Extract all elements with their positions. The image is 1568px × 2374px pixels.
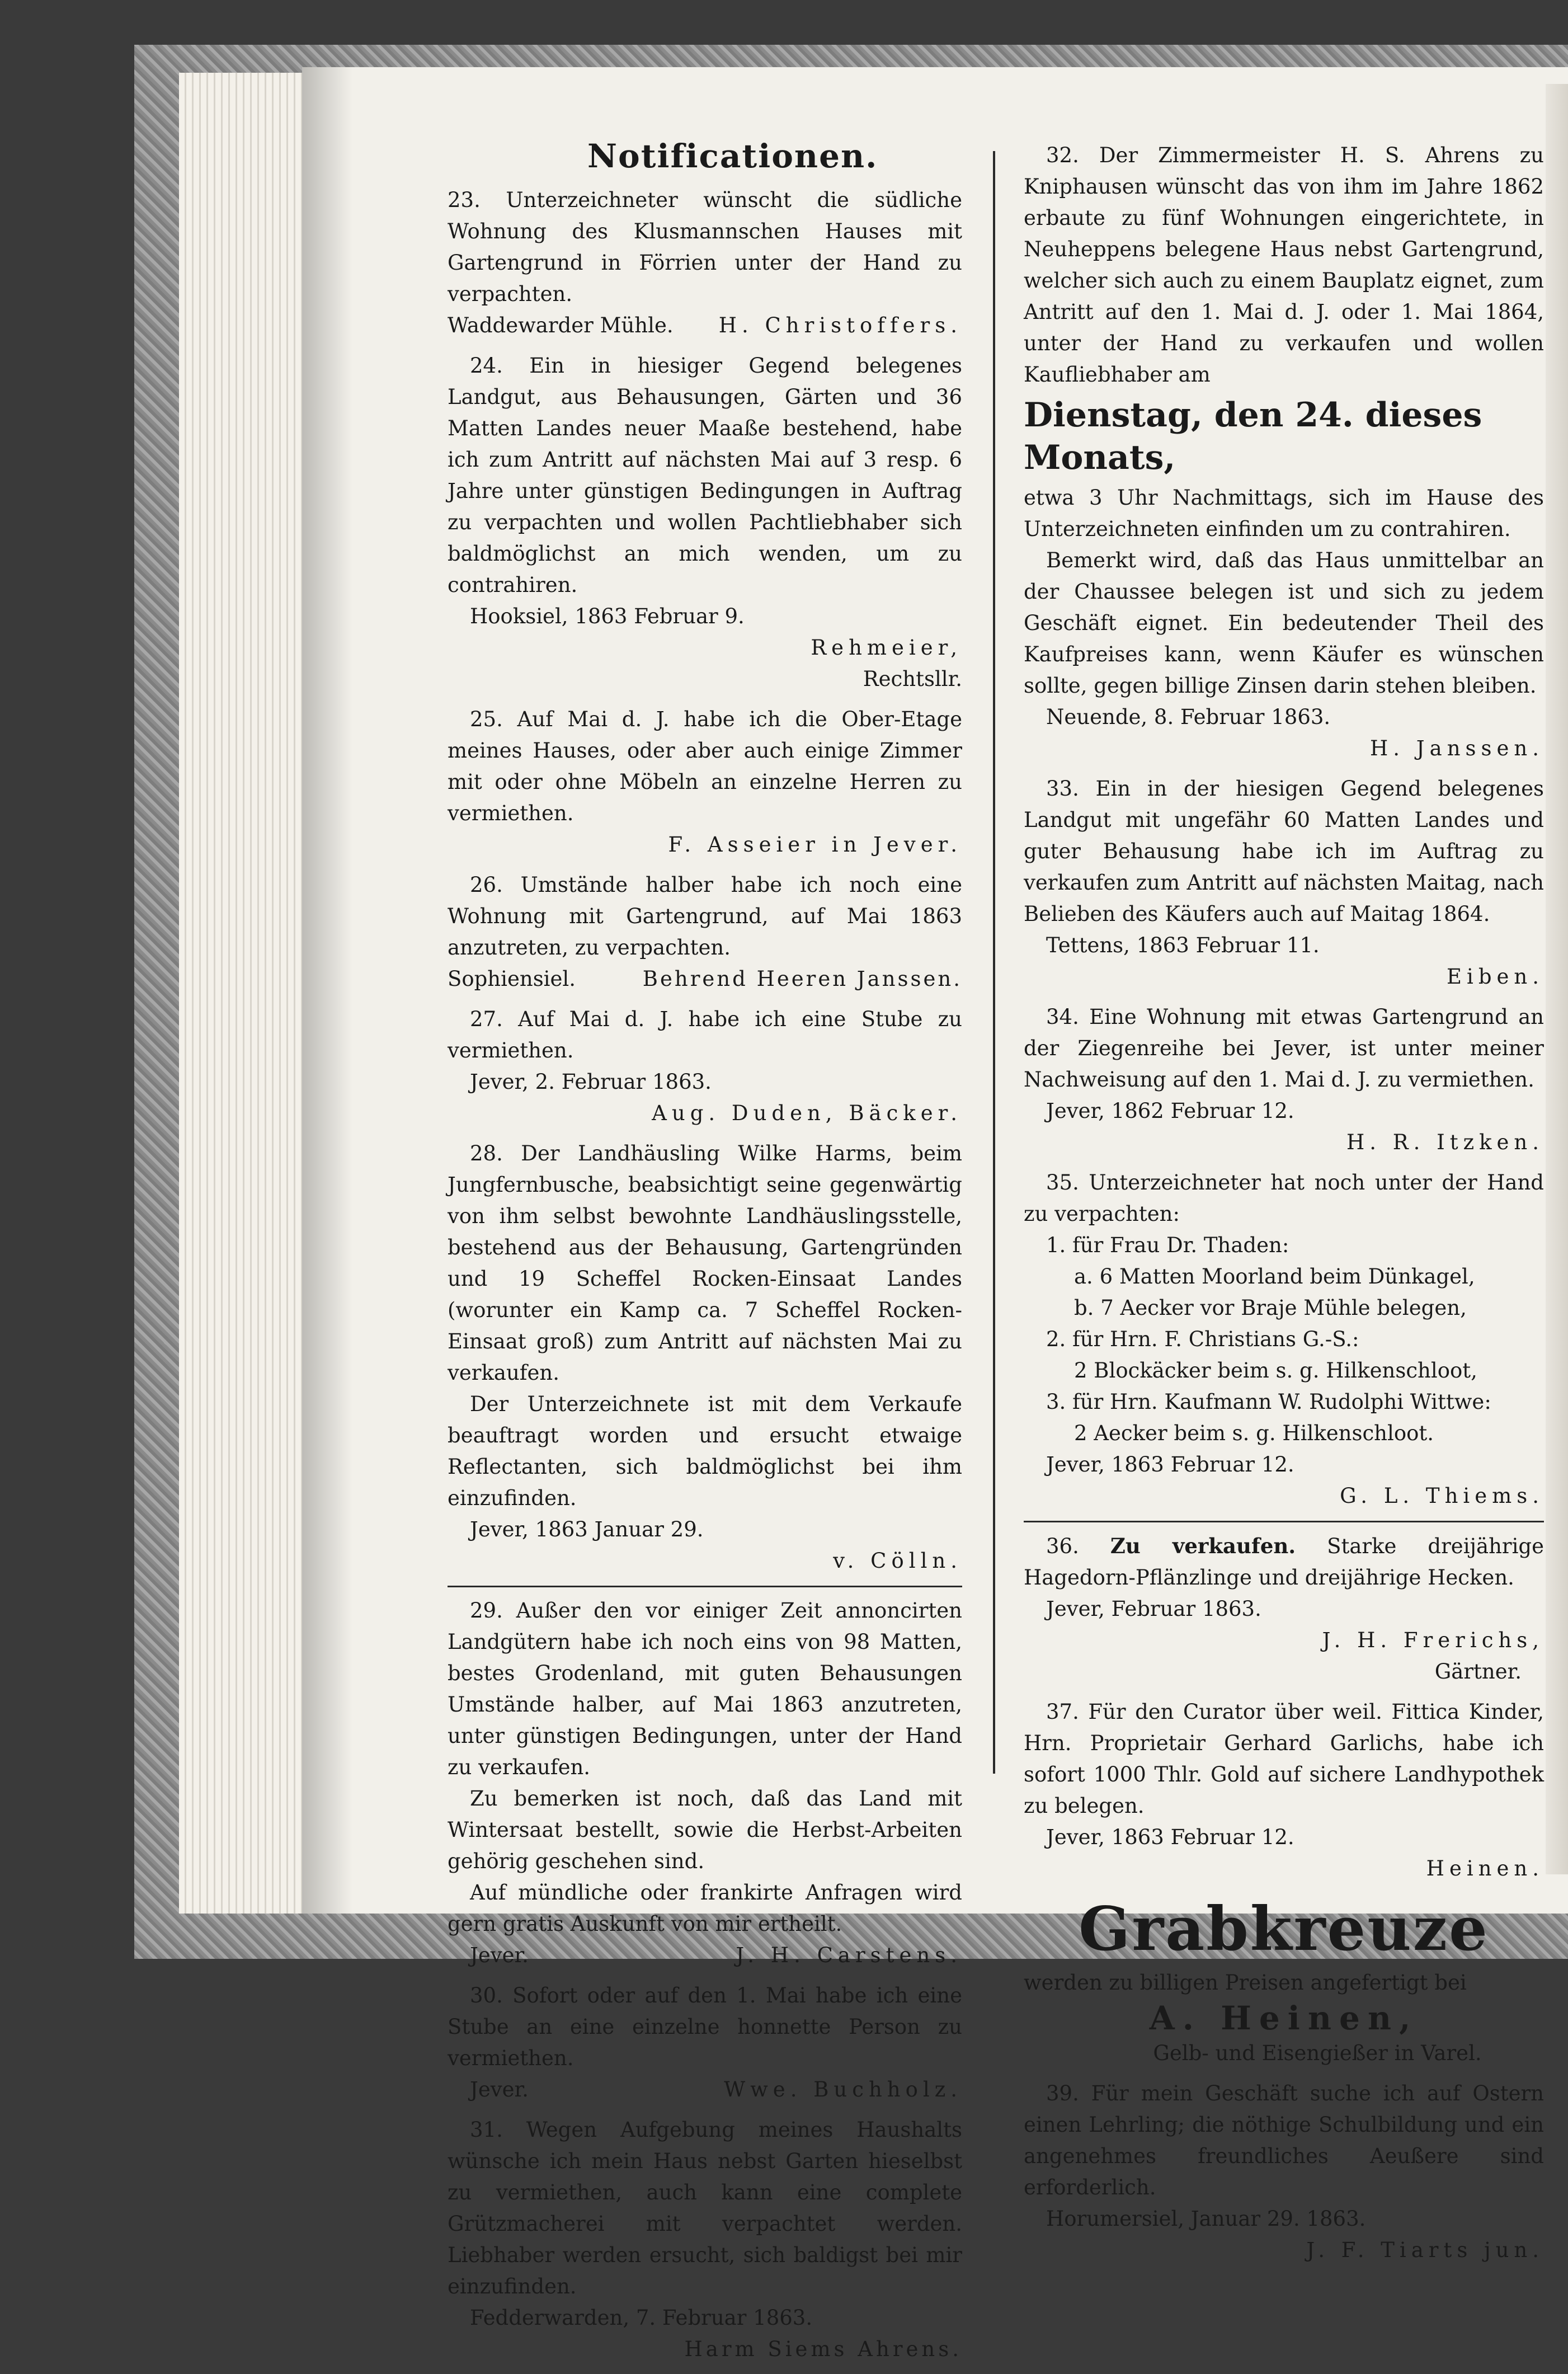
notice-place: Jever, 1863 Januar 29. (470, 1517, 704, 1541)
notice-place: Neuende, 8. Februar 1863. (1046, 705, 1331, 729)
auction-date: Dienstag, den 24. dieses Monats, (1024, 396, 1482, 477)
notice-signature-title: Gärtner. (1434, 1660, 1522, 1684)
notice-text: 37. Für den Curator über weil. Fittica Kinder, Hrn. Proprietair Gerhard Garlichs, habe ich sofort 1000 Thlr. Gold auf sichere Landhypothek zu belegen. (1024, 1700, 1544, 1818)
lease-subitem: 2 Aecker beim s. g. Hilkenschloot. (1074, 1421, 1434, 1445)
notice-signature: Harm Siems Ahrens. (684, 2337, 962, 2361)
section-rule (1024, 1521, 1544, 1522)
lease-subitem: 2 Blockäcker beim s. g. Hilkenschloot, (1074, 1358, 1477, 1383)
notice-signature: H. R. Itzken. (1346, 1130, 1544, 1154)
column-divider (993, 151, 995, 1774)
advert-text: werden zu billigen Preisen angefertigt bei (1024, 1971, 1467, 1995)
notice-text: 24. Ein in hiesiger Gegend belegenes Landgut, aus Behausungen, Gärten und 36 Matten Landes neuer Maaße bestehend, habe ich zum Antritt auf nächsten Mai auf 3 resp. 6 Jahre unter günstigen Bedingungen in Auftrag zu verpachten und wollen Pachtliebhaber sich baldmöglichst an mich wenden, um zu contrahiren. (448, 354, 962, 597)
advert-name: A. Heinen, (1149, 1999, 1419, 2037)
notice-text: Zu bemerken ist noch, daß das Land mit Wintersaat bestellt, sowie die Herbst-Arbeiten gehörig geschehen sind. (448, 1787, 962, 1873)
notice-36 (1024, 1530, 1544, 1687)
notice-signature: J. F. Tiarts jun. (1306, 2238, 1544, 2262)
notice-heading: Zu verkaufen. (1110, 1534, 1296, 1558)
section-rule (448, 1586, 962, 1587)
notice-text: 39. Für mein Geschäft suche ich auf Ostern einen Lehrling; die nöthige Schulbildung und ein angenehmes freundliches Aeußere sind erforderlich. (1024, 2081, 1544, 2199)
notice-footer (448, 310, 962, 341)
next-page-edge (1546, 84, 1568, 1874)
notice-24 (448, 350, 962, 695)
notice-33 (1024, 773, 1544, 993)
notice-text: 33. Ein in der hiesigen Gegend belegenes Landgut mit ungefähr 60 Matten Landes und guter Behausung habe ich im Auftrag zu verkaufen zum Antritt auf nächsten Maitag, nach Belieben des Käufers auch auf Maitag 1864. (1024, 777, 1544, 926)
lease-item: 2. für Hrn. F. Christians G.-S.: (1046, 1327, 1359, 1351)
notice-38-grabkreuze (1024, 1893, 1544, 2069)
left-column (448, 185, 962, 2374)
notice-25 (448, 704, 962, 861)
notice-34 (1024, 1002, 1544, 1158)
advert-trade: Gelb- und Eisengießer in Varel. (1153, 2041, 1482, 2065)
right-column (1024, 140, 1544, 2275)
notice-text: 35. Unterzeichneter hat noch unter der Hand zu verpachten: (1024, 1170, 1544, 1226)
notice-35 (1024, 1167, 1544, 1512)
notice-28 (448, 1138, 962, 1577)
notice-place: Fedderwarden, 7. Februar 1863. (470, 2306, 813, 2330)
notice-text: 30. Sofort oder auf den 1. Mai habe ich eine Stube an eine einzelne honnette Person zu vermiethen. (448, 1983, 962, 2070)
notice-text: etwa 3 Uhr Nachmittags, sich im Hause des Unterzeichneten einfinden um zu contrahiren. (1024, 486, 1544, 541)
notice-31 (448, 2114, 962, 2365)
notice-text: 32. Der Zimmermeister H. S. Ahrens zu Kniphausen wünscht das von ihm im Jahre 1862 erbaute zu fünf Wohnungen eingerichtete, in Neuheppens belegene Haus nebst Gartengrund, welcher sich auch zu einem Bauplatz eignet, zum Antritt auf den 1. Mai d. J. oder 1. Mai 1864, unter der Hand zu verkaufen und wollen Kaufliebhaber am (1024, 143, 1544, 387)
notice-signature: Aug. Duden, Bäcker. (652, 1101, 962, 1125)
notice-text: 23. Unterzeichneter wünscht die südliche Wohnung des Klusmannschen Hauses mit Gartengrund in Förrien unter der Hand zu verpachten. (448, 188, 962, 306)
notice-signature: Rehmeier, (811, 636, 962, 660)
notice-39 (1024, 2078, 1544, 2266)
notice-footer (448, 2074, 962, 2105)
notice-place: Waddewarder Mühle. (448, 313, 674, 337)
notice-signature: Heinen. (1426, 1856, 1544, 1881)
notice-signature-title: Rechtsllr. (863, 667, 962, 691)
lease-subitem: b. 7 Aecker vor Braje Mühle belegen, (1074, 1296, 1467, 1320)
notice-footer (448, 1940, 962, 1971)
notice-29 (448, 1595, 962, 1971)
notice-text: 28. Der Landhäusling Wilke Harms, beim Jungfernbusche, beabsichtigt seine gegenwärtig von ihm selbst bewohnte Landhäuslingsstelle, bestehend aus der Behausung, Gartengründen und 19 Scheffel Rocken-Einsaat Landes (worunter ein Kamp ca. 7 Scheffel Rocken-Einsaat groß) zum Antritt auf nächsten Mai zu verkaufen. (448, 1141, 962, 1385)
notice-signature: H. Christoffers. (718, 313, 962, 337)
notice-place: Jever, Februar 1863. (1046, 1597, 1261, 1621)
notice-place: Jever, 2. Februar 1863. (470, 1070, 712, 1094)
notice-place: Jever. (470, 2077, 529, 2102)
lease-item: 1. für Frau Dr. Thaden: (1046, 1233, 1289, 1257)
notice-26 (448, 869, 962, 995)
notice-signature: v. Cölln. (833, 1549, 962, 1573)
notice-37 (1024, 1696, 1544, 1884)
notice-30 (448, 1980, 962, 2105)
notice-signature: F. Asseier in Jever. (668, 833, 962, 857)
notice-signature: G. L. Thiems. (1340, 1484, 1544, 1508)
notice-place: Jever, 1862 Februar 12. (1046, 1099, 1294, 1123)
advert-title: Grabkreuze (1079, 1894, 1489, 1964)
notice-text: Starke dreijährige Hagedorn-Pflänzlinge und dreijährige Hecken. (1024, 1534, 1544, 1590)
notice-number: 36. (1046, 1534, 1079, 1558)
lease-item: 3. für Hrn. Kaufmann W. Rudolphi Wittwe: (1046, 1390, 1491, 1414)
page-title: Notificationen. (587, 137, 878, 175)
notice-place: Jever, 1863 Februar 12. (1046, 1452, 1294, 1477)
notice-signature: J. H. Frerichs, (1322, 1628, 1544, 1652)
notice-signature: Eiben. (1446, 965, 1544, 989)
notice-place: Jever. (470, 1943, 529, 1967)
notice-place: Hooksiel, 1863 Februar 9. (470, 604, 745, 628)
lease-subitem: a. 6 Matten Moorland beim Dünkagel, (1074, 1264, 1475, 1289)
page-gutter-shadow (302, 67, 352, 1914)
notice-27 (448, 1004, 962, 1129)
notice-place: Jever, 1863 Februar 12. (1046, 1825, 1294, 1849)
notice-23 (448, 185, 962, 341)
notice-signature: Behrend Heeren Janssen. (642, 967, 962, 991)
notice-text: Auf mündliche oder frankirte Anfragen wird gern gratis Auskunft von mir ertheilt. (448, 1881, 962, 1936)
notice-text: Der Unterzeichnete ist mit dem Verkaufe beauftragt worden und ersucht etwaige Reflectanten, sich baldmöglichst bei ihm einzufinden. (448, 1392, 962, 1510)
notice-place: Horumersiel, Januar 29. 1863. (1046, 2207, 1366, 2231)
notice-text: Bemerkt wird, daß das Haus unmittelbar an der Chaussee belegen ist und sich zu jedem Geschäft eignet. Ein bedeutender Theil des Kaufpreises kann, wenn Käufer es wünschen sollte, gegen billige Zinsen darin stehen bleiben. (1024, 548, 1544, 698)
notice-text: 27. Auf Mai d. J. habe ich eine Stube zu vermiethen. (448, 1007, 962, 1063)
notice-text: 31. Wegen Aufgebung meines Haushalts wünsche ich mein Haus nebst Garten hieselbst zu vermiethen, auch kann eine complete Grützmacherei mit verpachtet werden. Liebhaber werden ersucht, sich baldigst bei mir einzufinden. (448, 2118, 962, 2298)
notice-footer (448, 963, 962, 995)
notice-text: 26. Umstände halber habe ich noch eine Wohnung mit Gartengrund, auf Mai 1863 anzutreten, zu verpachten. (448, 873, 962, 960)
notice-place: Tettens, 1863 Februar 11. (1046, 933, 1320, 957)
notice-text: 29. Außer den vor einiger Zeit annoncirten Landgütern habe ich noch eins von 98 Matten, bestes Grodenland, mit guten Behausungen Umstände halber, auf Mai 1863 anzutreten, unter günstigen Bedingungen, unter der Hand zu verkaufen. (448, 1599, 962, 1779)
notice-signature: H. Janssen. (1370, 736, 1544, 760)
notice-text: 34. Eine Wohnung mit etwas Gartengrund an der Ziegenreihe bei Jever, ist unter meiner Nachweisung auf den 1. Mai d. J. zu vermiethen. (1024, 1005, 1544, 1092)
notice-place: Sophiensiel. (448, 967, 576, 991)
notice-signature: Wwe. Buchholz. (724, 2077, 962, 2102)
notice-signature: J. H. Carstens. (736, 1943, 962, 1967)
notice-32 (1024, 140, 1544, 764)
notice-text: 25. Auf Mai d. J. habe ich die Ober-Etage meines Hauses, oder aber auch einige Zimmer mit oder ohne Möbeln an einzelne Herren zu vermiethen. (448, 707, 962, 825)
